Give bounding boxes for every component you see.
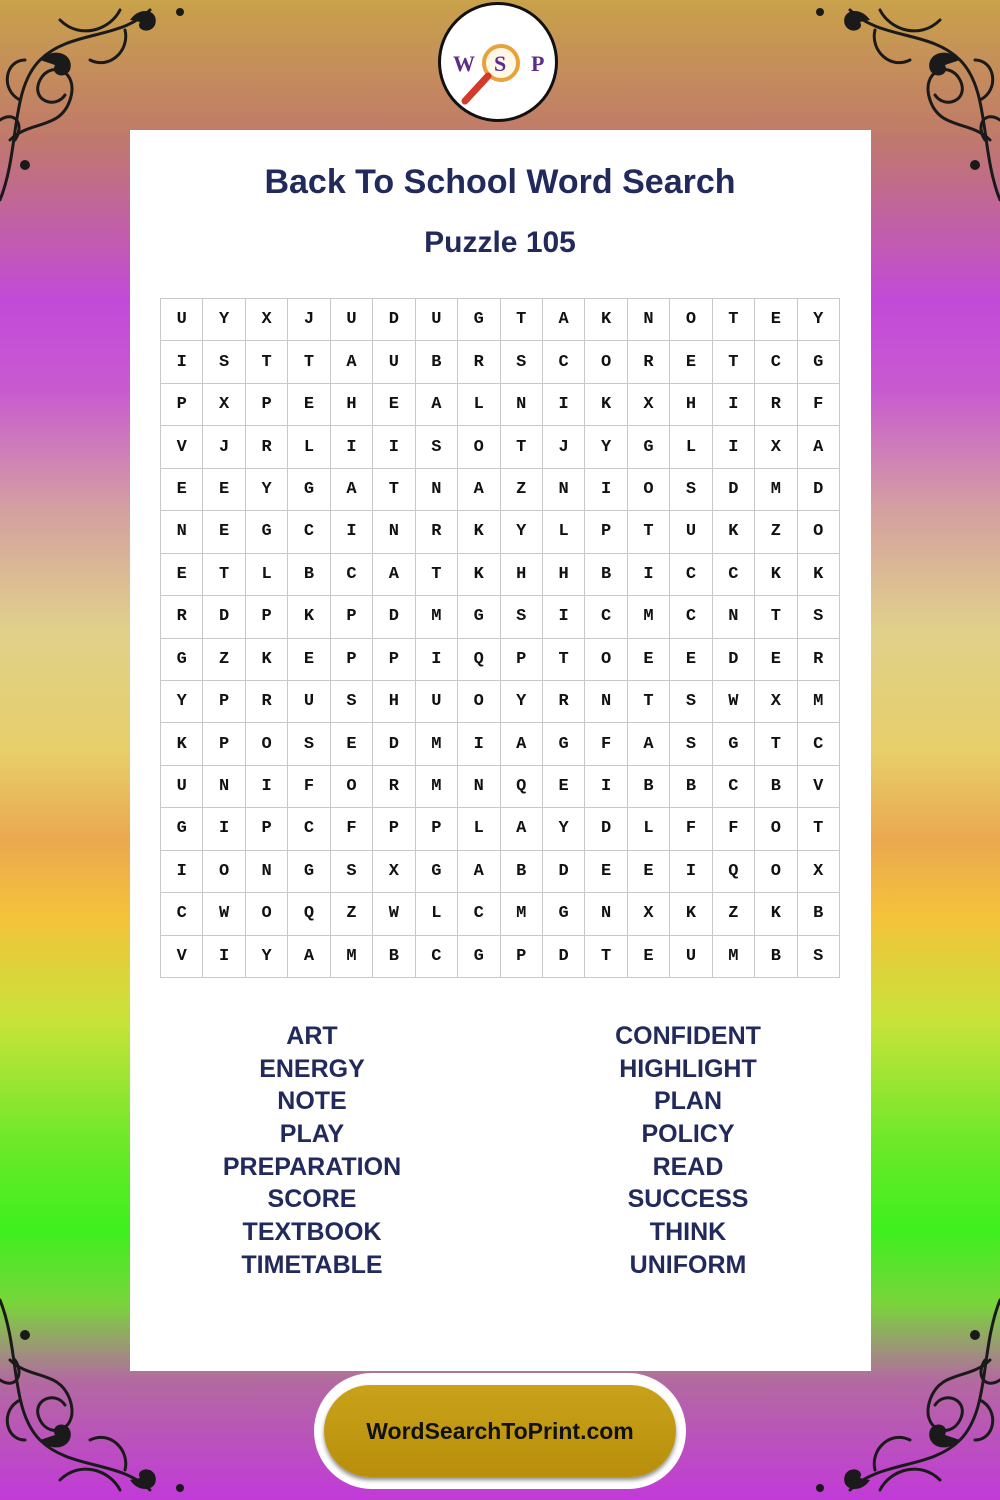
grid-cell[interactable]: C — [331, 554, 373, 596]
grid-cell[interactable]: M — [416, 723, 458, 765]
word-list-item: PREPARATION — [222, 1152, 402, 1181]
grid-cell[interactable]: T — [755, 596, 797, 638]
grid-cell[interactable]: D — [373, 596, 415, 638]
grid-cell[interactable]: I — [543, 596, 585, 638]
word-list-item: PLAY — [279, 1120, 345, 1149]
grid-cell[interactable]: I — [161, 851, 203, 893]
grid-cell[interactable]: E — [331, 723, 373, 765]
grid-cell[interactable]: N — [585, 893, 627, 935]
grid-cell[interactable]: P — [246, 596, 288, 638]
grid-cell[interactable]: Z — [713, 893, 755, 935]
grid-cell[interactable]: E — [543, 766, 585, 808]
grid-cell[interactable]: A — [798, 426, 840, 468]
logo-magnifier-icon — [441, 5, 555, 119]
grid-cell[interactable]: P — [501, 639, 543, 681]
grid-cell[interactable]: A — [501, 808, 543, 850]
grid-cell[interactable]: K — [288, 596, 330, 638]
grid-cell[interactable]: C — [458, 893, 500, 935]
grid-cell[interactable]: I — [585, 766, 627, 808]
grid-cell[interactable]: A — [331, 341, 373, 383]
page-title: Back To School Word Search — [264, 163, 736, 201]
grid-cell[interactable]: T — [501, 299, 543, 341]
grid-cell[interactable]: B — [373, 936, 415, 978]
grid-cell[interactable]: F — [288, 766, 330, 808]
grid-cell[interactable]: C — [161, 893, 203, 935]
grid-cell[interactable]: A — [373, 554, 415, 596]
grid-cell[interactable]: N — [713, 596, 755, 638]
grid-cell[interactable]: H — [373, 681, 415, 723]
grid-cell[interactable]: K — [755, 893, 797, 935]
grid-cell[interactable]: P — [161, 384, 203, 426]
grid-cell[interactable]: W — [373, 893, 415, 935]
grid-cell[interactable]: E — [755, 639, 797, 681]
grid-cell[interactable]: P — [246, 808, 288, 850]
grid-cell[interactable]: F — [713, 808, 755, 850]
word-list-item: UNIFORM — [629, 1250, 747, 1279]
grid-cell[interactable]: O — [670, 299, 712, 341]
grid-cell[interactable]: O — [798, 511, 840, 553]
grid-cell[interactable]: T — [628, 511, 670, 553]
grid-cell[interactable]: A — [416, 384, 458, 426]
grid-cell[interactable]: B — [798, 893, 840, 935]
grid-cell[interactable]: S — [331, 851, 373, 893]
grid-cell[interactable]: I — [161, 341, 203, 383]
grid-cell[interactable]: L — [246, 554, 288, 596]
grid-cell[interactable]: T — [713, 341, 755, 383]
grid-cell[interactable]: T — [501, 426, 543, 468]
grid-cell[interactable]: G — [458, 936, 500, 978]
word-list-item: NOTE — [277, 1087, 347, 1116]
grid-cell[interactable]: N — [416, 469, 458, 511]
grid-cell[interactable]: S — [203, 341, 245, 383]
grid-cell[interactable]: U — [288, 681, 330, 723]
grid-cell[interactable]: M — [416, 596, 458, 638]
grid-cell[interactable]: Z — [501, 469, 543, 511]
grid-cell[interactable]: E — [161, 554, 203, 596]
grid-cell[interactable]: D — [543, 851, 585, 893]
grid-cell[interactable]: F — [585, 723, 627, 765]
grid-cell[interactable]: B — [755, 936, 797, 978]
grid-cell[interactable]: R — [755, 384, 797, 426]
grid-cell[interactable]: D — [585, 808, 627, 850]
grid-cell[interactable]: C — [288, 511, 330, 553]
grid-cell[interactable]: J — [203, 426, 245, 468]
grid-cell[interactable]: G — [458, 299, 500, 341]
grid-cell[interactable]: X — [373, 851, 415, 893]
grid-cell[interactable]: B — [755, 766, 797, 808]
grid-cell[interactable]: G — [161, 808, 203, 850]
grid-cell[interactable]: M — [416, 766, 458, 808]
grid-cell[interactable]: I — [331, 426, 373, 468]
grid-cell[interactable]: A — [288, 936, 330, 978]
grid-cell[interactable]: S — [501, 596, 543, 638]
grid-cell[interactable]: C — [416, 936, 458, 978]
grid-cell[interactable]: X — [755, 426, 797, 468]
grid-cell[interactable]: T — [246, 341, 288, 383]
grid-cell[interactable]: F — [798, 384, 840, 426]
grid-cell[interactable]: I — [628, 554, 670, 596]
grid-cell[interactable]: Y — [543, 808, 585, 850]
grid-cell[interactable]: G — [543, 893, 585, 935]
grid-cell[interactable]: B — [670, 766, 712, 808]
grid-cell[interactable]: O — [585, 341, 627, 383]
grid-cell[interactable]: O — [458, 681, 500, 723]
grid-cell[interactable]: L — [416, 893, 458, 935]
word-list-item: ENERGY — [259, 1054, 365, 1083]
grid-cell[interactable]: T — [798, 808, 840, 850]
grid-cell[interactable]: O — [458, 426, 500, 468]
grid-cell[interactable]: I — [585, 469, 627, 511]
grid-cell[interactable]: K — [458, 511, 500, 553]
grid-cell[interactable]: K — [713, 511, 755, 553]
grid-cell[interactable]: O — [628, 469, 670, 511]
grid-cell[interactable]: X — [246, 299, 288, 341]
grid-cell[interactable]: C — [543, 341, 585, 383]
grid-cell[interactable]: W — [203, 893, 245, 935]
grid-cell[interactable]: M — [755, 469, 797, 511]
grid-cell[interactable]: E — [628, 851, 670, 893]
grid-cell[interactable]: U — [416, 299, 458, 341]
grid-cell[interactable]: E — [755, 299, 797, 341]
grid-cell[interactable]: R — [458, 341, 500, 383]
grid-cell[interactable]: E — [628, 639, 670, 681]
grid-cell[interactable]: R — [246, 681, 288, 723]
grid-cell[interactable]: Y — [798, 299, 840, 341]
grid-cell[interactable]: C — [670, 596, 712, 638]
grid-cell[interactable]: Y — [585, 426, 627, 468]
grid-cell[interactable]: E — [203, 511, 245, 553]
grid-cell[interactable]: T — [416, 554, 458, 596]
grid-cell[interactable]: L — [458, 384, 500, 426]
grid-cell[interactable]: L — [458, 808, 500, 850]
grid-cell[interactable]: K — [670, 893, 712, 935]
grid-cell[interactable]: B — [288, 554, 330, 596]
grid-cell[interactable]: G — [416, 851, 458, 893]
grid-cell[interactable]: G — [798, 341, 840, 383]
grid-cell[interactable]: E — [161, 469, 203, 511]
grid-cell[interactable]: R — [161, 596, 203, 638]
puzzle-number: Puzzle 105 — [424, 226, 576, 259]
grid-cell[interactable]: Y — [161, 681, 203, 723]
grid-cell[interactable]: J — [543, 426, 585, 468]
grid-cell[interactable]: N — [585, 681, 627, 723]
grid-cell[interactable]: K — [585, 384, 627, 426]
grid-cell[interactable]: O — [585, 639, 627, 681]
grid-cell[interactable]: S — [331, 681, 373, 723]
grid-cell[interactable]: R — [416, 511, 458, 553]
grid-cell[interactable]: D — [203, 596, 245, 638]
grid-cell[interactable]: B — [585, 554, 627, 596]
grid-cell[interactable]: I — [713, 384, 755, 426]
grid-cell[interactable]: V — [161, 426, 203, 468]
grid-cell[interactable]: T — [203, 554, 245, 596]
grid-cell[interactable]: X — [628, 893, 670, 935]
grid-cell[interactable]: L — [628, 808, 670, 850]
website-button[interactable] — [314, 1373, 686, 1489]
grid-cell[interactable]: B — [501, 851, 543, 893]
grid-cell[interactable]: N — [161, 511, 203, 553]
grid-cell[interactable]: D — [713, 639, 755, 681]
grid-cell[interactable]: K — [458, 554, 500, 596]
grid-cell[interactable]: O — [755, 808, 797, 850]
logo-letter-p: P — [531, 51, 545, 76]
grid-cell[interactable]: U — [670, 936, 712, 978]
grid-cell[interactable]: C — [755, 341, 797, 383]
grid-cell[interactable]: R — [246, 426, 288, 468]
grid-cell[interactable]: I — [458, 723, 500, 765]
grid-cell[interactable]: V — [161, 936, 203, 978]
grid-cell[interactable]: E — [628, 936, 670, 978]
word-list-item: TEXTBOOK — [242, 1218, 382, 1247]
grid-cell[interactable]: M — [628, 596, 670, 638]
grid-cell[interactable]: P — [501, 936, 543, 978]
grid-cell[interactable]: M — [331, 936, 373, 978]
grid-cell[interactable]: Z — [755, 511, 797, 553]
grid-cell[interactable]: W — [713, 681, 755, 723]
grid-cell[interactable]: O — [331, 766, 373, 808]
grid-cell[interactable]: F — [331, 808, 373, 850]
grid-cell[interactable]: D — [543, 936, 585, 978]
grid-cell[interactable]: I — [670, 851, 712, 893]
grid-cell[interactable]: D — [798, 469, 840, 511]
word-list-item: PLAN — [653, 1087, 723, 1116]
grid-cell[interactable]: I — [203, 808, 245, 850]
grid-cell[interactable]: K — [585, 299, 627, 341]
grid-cell[interactable]: M — [798, 681, 840, 723]
letter-grid[interactable] — [160, 298, 840, 978]
grid-cell[interactable]: O — [246, 893, 288, 935]
grid-cell[interactable]: N — [203, 766, 245, 808]
grid-cell[interactable]: Q — [458, 639, 500, 681]
grid-cell[interactable]: M — [501, 893, 543, 935]
grid-cell[interactable]: X — [798, 851, 840, 893]
grid-cell[interactable]: N — [458, 766, 500, 808]
grid-cell[interactable]: T — [373, 469, 415, 511]
grid-cell[interactable]: S — [501, 341, 543, 383]
grid-cell[interactable]: X — [628, 384, 670, 426]
grid-cell[interactable]: O — [246, 723, 288, 765]
website-label: WordSearchToPrint.com — [366, 1417, 634, 1444]
grid-cell[interactable]: E — [288, 384, 330, 426]
grid-cell[interactable]: M — [713, 936, 755, 978]
grid-cell[interactable]: Y — [203, 299, 245, 341]
grid-cell[interactable]: G — [288, 851, 330, 893]
grid-cell[interactable]: U — [416, 681, 458, 723]
grid-cell[interactable]: P — [203, 681, 245, 723]
grid-cell[interactable]: P — [331, 596, 373, 638]
grid-cell[interactable]: X — [203, 384, 245, 426]
word-list-item: POLICY — [641, 1120, 735, 1149]
word-list-item: READ — [652, 1152, 724, 1181]
grid-cell[interactable]: Q — [713, 851, 755, 893]
grid-cell[interactable]: S — [670, 469, 712, 511]
grid-cell[interactable]: E — [288, 639, 330, 681]
grid-cell[interactable]: X — [755, 681, 797, 723]
grid-cell[interactable]: E — [670, 341, 712, 383]
word-list-item: SUCCESS — [627, 1185, 749, 1214]
grid-cell[interactable]: G — [161, 639, 203, 681]
grid-cell[interactable]: N — [543, 469, 585, 511]
grid-cell[interactable]: A — [458, 469, 500, 511]
grid-cell[interactable]: Z — [203, 639, 245, 681]
grid-cell[interactable]: Z — [331, 893, 373, 935]
grid-cell[interactable]: A — [628, 723, 670, 765]
grid-cell[interactable]: G — [288, 469, 330, 511]
grid-cell[interactable]: G — [543, 723, 585, 765]
grid-cell[interactable]: R — [628, 341, 670, 383]
grid-cell[interactable]: S — [798, 596, 840, 638]
grid-cell[interactable]: K — [755, 554, 797, 596]
grid-cell[interactable]: Q — [501, 766, 543, 808]
grid-cell[interactable]: K — [246, 639, 288, 681]
grid-cell[interactable]: Y — [246, 936, 288, 978]
grid-cell[interactable]: S — [416, 426, 458, 468]
grid-cell[interactable]: C — [798, 723, 840, 765]
grid-cell[interactable]: I — [416, 639, 458, 681]
grid-cell[interactable]: O — [755, 851, 797, 893]
word-list-item: ART — [286, 1022, 338, 1050]
grid-cell[interactable]: I — [713, 426, 755, 468]
grid-cell[interactable]: U — [670, 511, 712, 553]
word-list-item: CONFIDENT — [615, 1022, 761, 1050]
grid-cell[interactable]: K — [798, 554, 840, 596]
grid-cell[interactable]: T — [713, 299, 755, 341]
grid-cell[interactable]: P — [246, 384, 288, 426]
grid-cell[interactable]: C — [713, 554, 755, 596]
word-list-left — [162, 1020, 462, 1282]
grid-cell[interactable]: T — [288, 341, 330, 383]
grid-cell[interactable]: U — [161, 299, 203, 341]
grid-cell[interactable]: S — [670, 681, 712, 723]
grid-cell[interactable]: Y — [501, 681, 543, 723]
grid-cell[interactable]: P — [331, 639, 373, 681]
grid-cell[interactable]: I — [543, 384, 585, 426]
grid-cell[interactable]: H — [543, 554, 585, 596]
grid-cell[interactable]: J — [288, 299, 330, 341]
grid-cell[interactable]: I — [246, 766, 288, 808]
grid-cell[interactable]: R — [543, 681, 585, 723]
grid-cell[interactable]: H — [501, 554, 543, 596]
grid-cell[interactable]: H — [670, 384, 712, 426]
site-logo[interactable] — [438, 2, 558, 122]
grid-cell[interactable]: E — [203, 469, 245, 511]
logo-letter-s: S — [494, 51, 507, 76]
grid-cell[interactable]: Y — [501, 511, 543, 553]
grid-cell[interactable]: V — [798, 766, 840, 808]
grid-cell[interactable]: I — [373, 426, 415, 468]
grid-cell[interactable]: E — [585, 851, 627, 893]
grid-cell[interactable]: A — [501, 723, 543, 765]
grid-cell[interactable]: O — [203, 851, 245, 893]
grid-cell[interactable]: L — [288, 426, 330, 468]
grid-cell[interactable]: N — [628, 299, 670, 341]
grid-cell[interactable]: L — [670, 426, 712, 468]
word-list-item: THINK — [649, 1218, 727, 1247]
grid-cell[interactable]: C — [713, 766, 755, 808]
grid-cell[interactable]: F — [670, 808, 712, 850]
grid-cell[interactable]: D — [373, 723, 415, 765]
grid-cell[interactable]: I — [203, 936, 245, 978]
grid-cell[interactable]: B — [416, 341, 458, 383]
grid-cell[interactable]: T — [543, 639, 585, 681]
grid-cell[interactable]: I — [331, 511, 373, 553]
grid-cell[interactable]: R — [373, 766, 415, 808]
grid-cell[interactable]: A — [458, 851, 500, 893]
grid-cell[interactable]: S — [670, 723, 712, 765]
logo-letter-w: W — [453, 51, 475, 76]
grid-cell[interactable]: A — [331, 469, 373, 511]
grid-cell[interactable]: H — [331, 384, 373, 426]
grid-cell[interactable]: T — [585, 936, 627, 978]
grid-cell[interactable]: R — [798, 639, 840, 681]
grid-cell[interactable]: D — [373, 299, 415, 341]
grid-cell[interactable]: S — [288, 723, 330, 765]
grid-cell[interactable]: C — [670, 554, 712, 596]
grid-cell[interactable]: E — [670, 639, 712, 681]
grid-cell[interactable]: P — [373, 639, 415, 681]
grid-cell[interactable]: P — [585, 511, 627, 553]
grid-cell[interactable]: Y — [246, 469, 288, 511]
grid-cell[interactable]: N — [246, 851, 288, 893]
grid-cell[interactable]: N — [501, 384, 543, 426]
grid-cell[interactable]: B — [628, 766, 670, 808]
grid-cell[interactable]: N — [373, 511, 415, 553]
word-list-item: SCORE — [267, 1185, 357, 1214]
grid-cell[interactable]: G — [713, 723, 755, 765]
grid-cell[interactable]: C — [288, 808, 330, 850]
grid-cell[interactable]: P — [203, 723, 245, 765]
grid-cell[interactable]: D — [713, 469, 755, 511]
word-list-item: TIMETABLE — [241, 1250, 383, 1279]
grid-cell[interactable]: Q — [288, 893, 330, 935]
grid-cell[interactable]: S — [798, 936, 840, 978]
grid-cell[interactable]: K — [161, 723, 203, 765]
grid-cell[interactable]: A — [543, 299, 585, 341]
grid-cell[interactable]: P — [416, 808, 458, 850]
grid-cell[interactable]: U — [161, 766, 203, 808]
grid-cell[interactable]: T — [628, 681, 670, 723]
grid-cell[interactable]: U — [331, 299, 373, 341]
grid-cell[interactable]: C — [585, 596, 627, 638]
grid-cell[interactable]: L — [543, 511, 585, 553]
grid-cell[interactable]: T — [755, 723, 797, 765]
grid-cell[interactable]: P — [373, 808, 415, 850]
grid-cell[interactable]: G — [458, 596, 500, 638]
grid-cell[interactable]: G — [246, 511, 288, 553]
word-list-right — [538, 1020, 838, 1282]
grid-cell[interactable]: G — [628, 426, 670, 468]
word-list-item: HIGHLIGHT — [619, 1054, 757, 1083]
grid-cell[interactable]: E — [373, 384, 415, 426]
grid-cell[interactable]: U — [373, 341, 415, 383]
